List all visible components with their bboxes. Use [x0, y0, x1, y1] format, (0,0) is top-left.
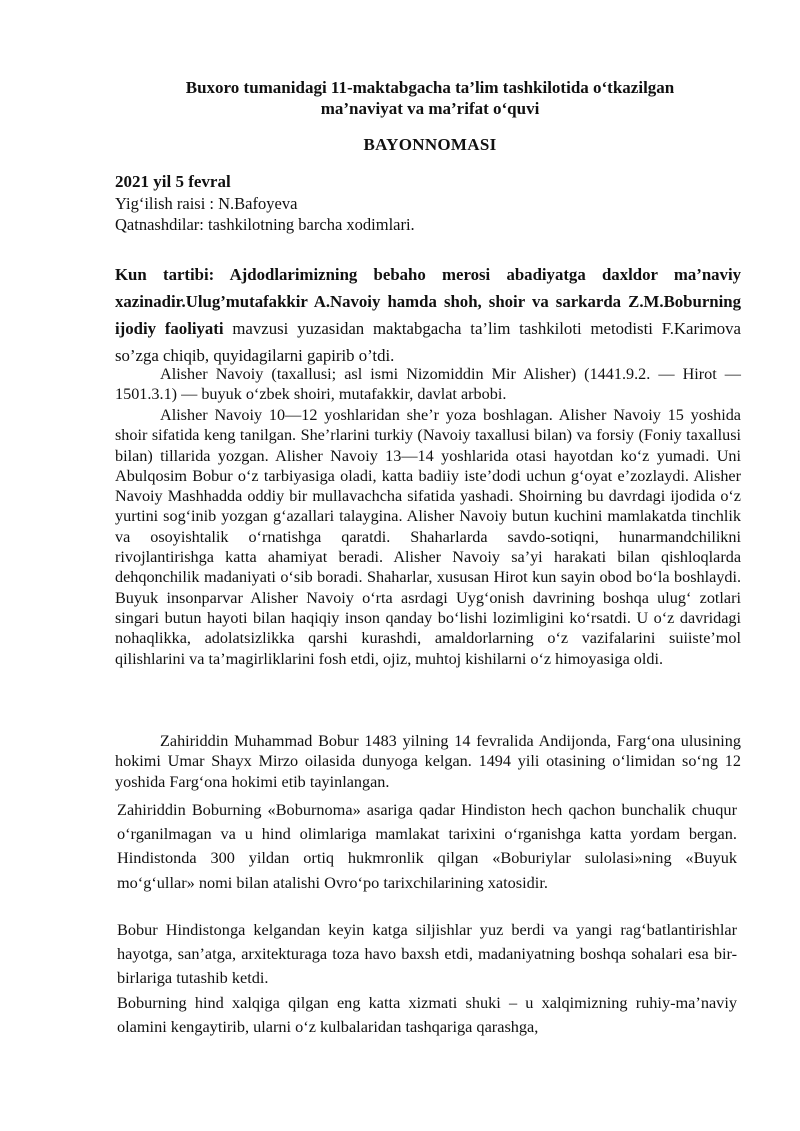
agenda-rest: mavzusi yuzasidan maktabgacha ta’lim tashkiloti metodisti F.Karimova so’zga chiqib, quyidagilarni gapirib o’tdi.	[115, 319, 741, 365]
paragraph-navoiy-life: Alisher Navoiy 10—12 yoshlaridan she’r yoza boshlagan. Alisher Navoiy 15 yoshida shoir sifatida keng tanilgan. She’rlarini turkiy (Navoiy taxallusi bilan) va forsiy (Foniy taxallusi bilan) tillarida yozgan. Alisher Navoiy 13—14 yoshlarida otasi hayotdan ko‘z yumadi. Uni Abulqosim Bobur o‘z tarbiyasiga oladi, katta badiiy iste’dodi uchun g‘oyat e’zozlaydi. Alisher Navoiy Mashhadda oddiy bir mullavachcha sifatida yashadi. Shoirning bu davrdagi ijodida o‘z yurtini sog‘inib yozgan g‘azallari talaygina. Alisher Navoiy butun kuchini mamlakatda tinchlik va osoyishtalik o‘rnatishga qaratdi. Shaharlarda savdo-sotiqni, hunarmandchilikni rivojlantirishga katta ahamiyat beradi. Alisher Navoiy sa’yi harakati bilan qishloqlarda dehqonchilik madaniyati o‘sib boradi. Shaharlar, xususan Hirot kun sayin obod bo‘la boshlaydi. Buyuk insonparvar Alisher Navoiy o‘rta asrdagi Uyg‘onish davrining boshqa ulug‘ zotlari singari butun hayoti bilan haqiqiy inson qanday bo‘lishi lozimligini ko‘rsatdi. U o‘z davridagi nohaqlikka, adolatsizlikka qarshi kurashdi, amaldorlarning o‘z vazifalarini suiiste’mol qilishlarini va ta’magirliklarini fosh etdi, ojiz, muhtoj kishilarni o‘z himoyasiga oldi.	[115, 406, 741, 668]
document-subtitle: BAYONNOMASI	[363, 135, 497, 154]
document-title	[100, 77, 760, 119]
agenda-bold: Kun tartibi: Ajdodlarimizning bebaho merosi abadiyatga daxldor ma’naviy xazinadir.Ulug’mutafakkir A.Navoiy hamda shoh, shoir va sarkarda Z.M.Boburning ijodiy faoliyati	[115, 265, 741, 338]
agenda-paragraph	[115, 261, 741, 369]
meeting-chair: Yig‘ilish raisi : N.Bafoyeva	[115, 194, 298, 213]
meeting-participants: Qatnashdilar: tashkilotning barcha xodimlari.	[115, 215, 415, 234]
paragraph-bobur-india: Bobur Hindistonga kelgandan keyin katga siljishlar yuz berdi va yangi rag‘batlantirishlar hayotga, san’atga, arxitekturaga toza havo baxsh etdi, madaniyatning boshqa sohalari esa bir-birlariga tutashib ketdi.	[117, 920, 737, 988]
title-line-2: ma’naviyat va ma’rifat o‘quvi	[320, 99, 540, 118]
paragraph-bobur-birth: Zahiriddin Muhammad Bobur 1483 yilning 14 fevralida Andijonda, Farg‘ona ulusining hokimi Umar Shayx Mirzo oilasida dunyoga kelgan. 1494 yili otasining o‘limidan so‘ng 12 yoshida Farg‘ona hokimi etib tayinlangan.	[115, 732, 741, 791]
meeting-date: 2021 yil 5 fevral	[115, 172, 231, 191]
paragraph-boburnoma: Zahiriddin Boburning «Boburnoma» asariga qadar Hindiston hech qachon bunchalik chuqur o‘rganilmagan va u hind olimlariga mamlakat tarixini o‘rganishga katta yordam bergan. Hindistonda 300 yildan ortiq hukmronlik qilgan «Boburiylar sulolasi»ning «Buyuk mo‘g‘ullar» nomi bilan atalishi Ovro‘po tarixchilarining xatosidir.	[117, 800, 737, 892]
paragraph-bobur-service: Boburning hind xalqiga qilgan eng katta xizmati shuki – u xalqimizning ruhiy-ma’naviy olamini kengaytirib, ularni o‘z kulbalaridan tashqariga qarashga,	[117, 993, 737, 1037]
paragraph-navoiy-intro: Alisher Navoiy (taxallusi; asl ismi Nizomiddin Mir Alisher) (1441.9.2. — Hirot — 1501.3.1) — buyuk o‘zbek shoiri, mutafakkir, davlat arbobi.	[115, 365, 741, 404]
title-line-1: Buxoro tumanidagi 11-maktabgacha ta’lim tashkilotida o‘tkazilgan	[185, 78, 675, 97]
